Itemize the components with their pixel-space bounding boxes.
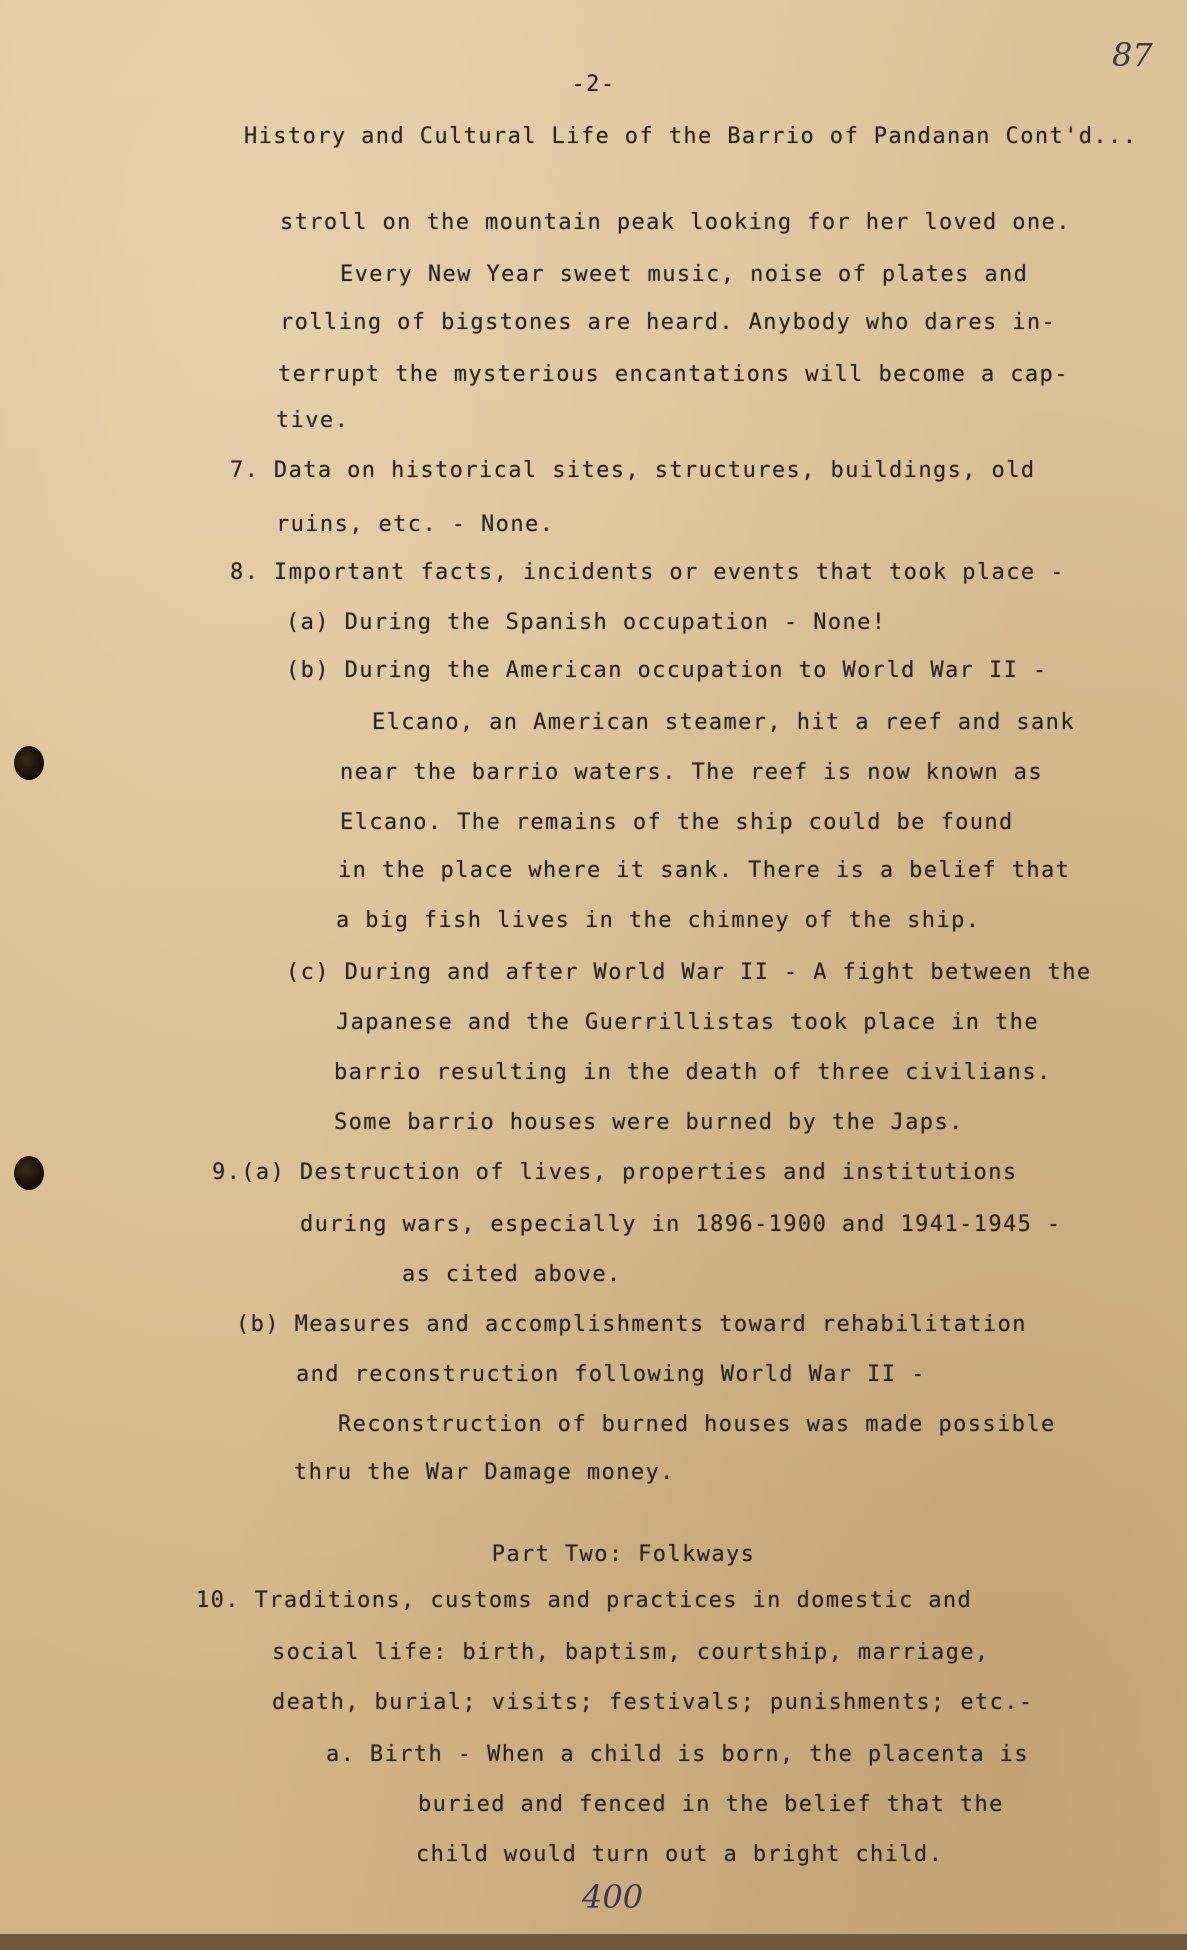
item-10a-line-3: child would turn out a bright child. xyxy=(416,1842,944,1867)
item-8c-line-3: barrio resulting in the death of three civilians. xyxy=(334,1060,1052,1085)
item-8b-line-1: (b) During the American occupation to World War II - xyxy=(286,658,1048,683)
item-8b-line-2: Elcano, an American steamer, hit a reef and sank xyxy=(372,710,1075,735)
section-heading-part-two: Part Two: Folkways xyxy=(491,1542,756,1567)
item-7-line-1: 7. Data on historical sites, structures, buildings, old xyxy=(230,458,1036,483)
item-8b-line-3: near the barrio waters. The reef is now known as xyxy=(340,760,1043,785)
item-10-line-2: social life: birth, baptism, courtship, marriage, xyxy=(272,1640,990,1665)
item-10a-line-2: buried and fenced in the belief that the xyxy=(418,1792,1004,1817)
item-9b-line-1: (b) Measures and accomplishments toward rehabilitation xyxy=(236,1312,1027,1337)
item-10-line-3: death, burial; visits; festivals; punishments; etc.- xyxy=(272,1690,1034,1715)
item-10-line-1: 10. Traditions, customs and practices in domestic and xyxy=(196,1588,973,1613)
text-line-2: Every New Year sweet music, noise of plates and xyxy=(340,262,1029,287)
item-9b-line-2: and reconstruction following World War II - xyxy=(296,1362,926,1387)
item-8b-line-6: a big fish lives in the chimney of the ship. xyxy=(336,908,981,933)
item-10a-line-1: a. Birth - When a child is born, the placenta is xyxy=(326,1742,1029,1767)
item-8b-line-5: in the place where it sank. There is a belief that xyxy=(338,858,1071,883)
item-8a-line: (a) During the Spanish occupation - None! xyxy=(286,610,887,635)
item-8c-line-1: (c) During and after World War II - A fight between the xyxy=(286,960,1092,985)
item-9b-line-3: Reconstruction of burned houses was made possible xyxy=(338,1412,1056,1437)
text-line-3: rolling of bigstones are heard. Anybody who dares in- xyxy=(280,310,1057,335)
bottom-handwritten-mark: 400 xyxy=(582,1878,644,1916)
scan-bottom-edge xyxy=(0,1934,1187,1950)
item-9a-line-1: 9.(a) Destruction of lives, properties and institutions xyxy=(212,1160,1018,1185)
item-8c-line-2: Japanese and the Guerrillistas took place in the xyxy=(336,1010,1039,1035)
item-9b-line-4: thru the War Damage money. xyxy=(294,1460,675,1485)
item-9a-line-3: as cited above. xyxy=(402,1262,622,1287)
text-line-4: terrupt the mysterious encantations will become a cap- xyxy=(278,362,1069,387)
item-9a-line-2: during wars, especially in 1896-1900 and 1941-1945 - xyxy=(300,1212,1062,1237)
item-8b-line-4: Elcano. The remains of the ship could be found xyxy=(340,810,1014,835)
punch-hole-lower xyxy=(14,1156,44,1190)
text-line-5: tive. xyxy=(276,408,350,433)
punch-hole-upper xyxy=(14,746,44,780)
item-7-line-2: ruins, etc. - None. xyxy=(276,512,555,537)
page-number: -2- xyxy=(571,72,616,97)
page-header: History and Cultural Life of the Barrio of Pandanan Cont'd... xyxy=(244,124,1138,149)
item-8-heading: 8. Important facts, incidents or events that took place - xyxy=(230,560,1065,585)
text-line-1: stroll on the mountain peak looking for her loved one. xyxy=(280,210,1071,235)
folio-mark: 87 xyxy=(1112,36,1153,74)
item-8c-line-4: Some barrio houses were burned by the Japs. xyxy=(334,1110,964,1135)
